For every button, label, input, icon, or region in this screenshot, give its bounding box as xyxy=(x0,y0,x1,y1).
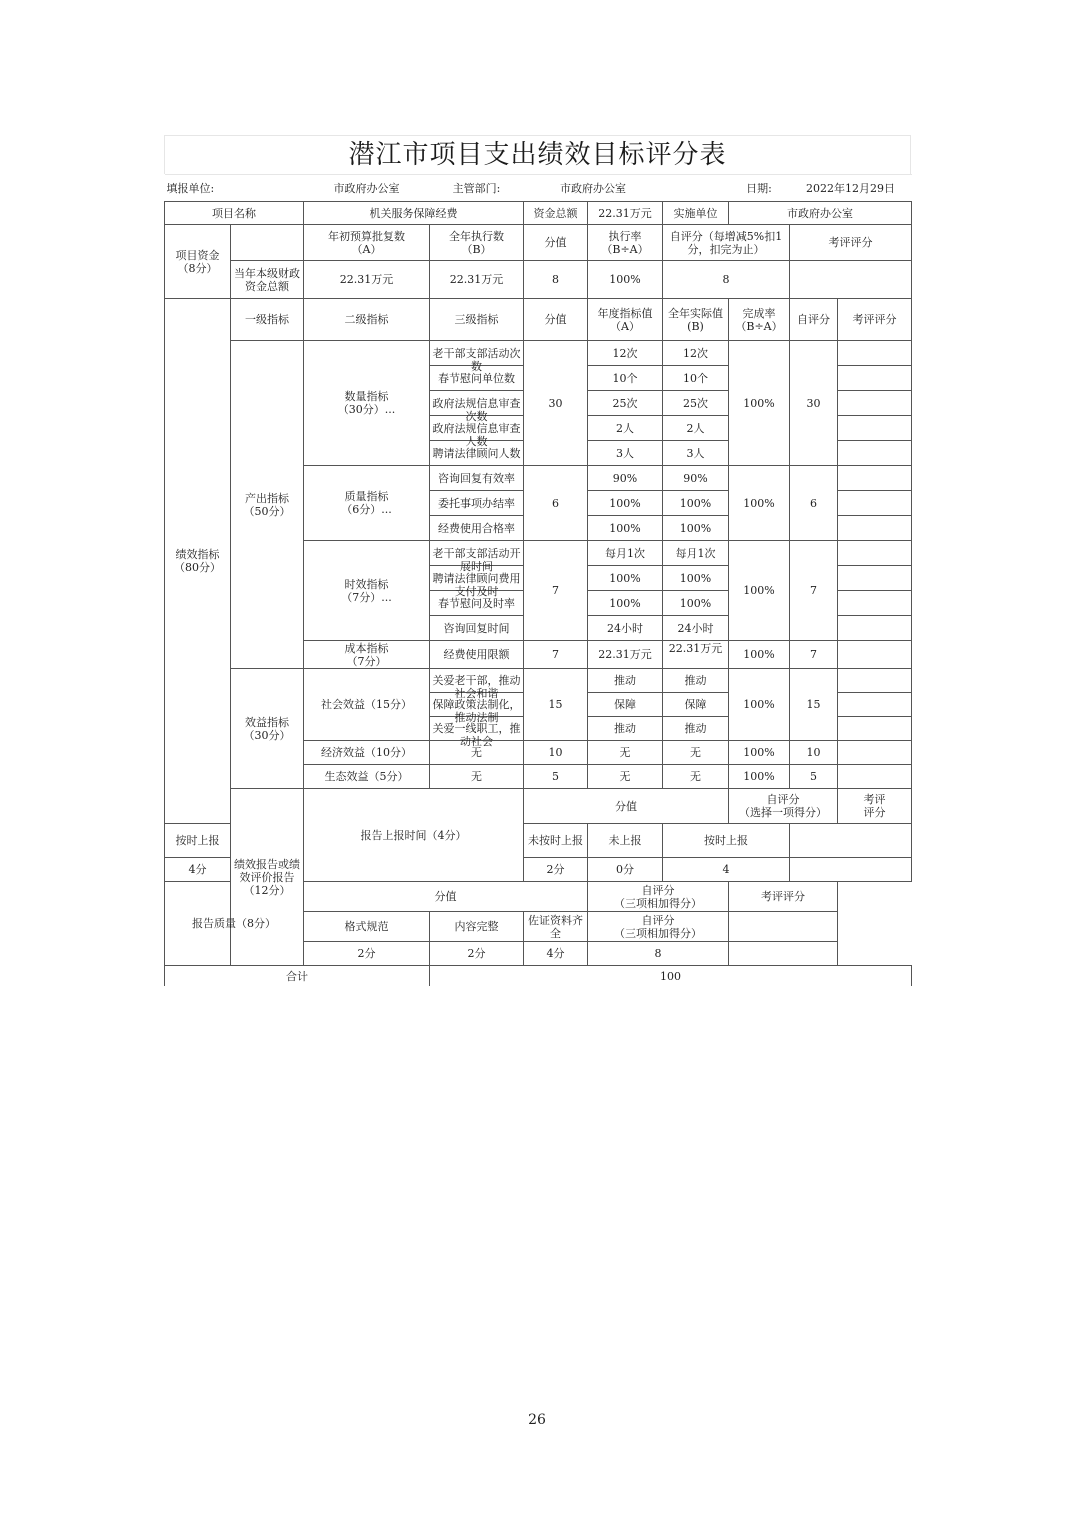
ecological-actual: 无 xyxy=(663,765,729,789)
review-cell xyxy=(838,466,912,491)
l3-text: 经费使用合格率 xyxy=(438,521,515,535)
indicators-header-row xyxy=(165,299,912,341)
timing-review xyxy=(790,824,912,858)
funds-self: 8 xyxy=(663,261,790,299)
timing-opt3: 未上报 xyxy=(588,824,663,858)
l3-text: 老干部支部活动开展时间 xyxy=(432,546,521,573)
cost-target: 22.31万元 xyxy=(588,641,663,669)
col-l2: 二级指标 xyxy=(304,299,430,341)
cost-actual: 22.31万元 xyxy=(668,641,723,655)
actual-cell: 10个 xyxy=(663,366,729,391)
col-ind-self: 自评分 xyxy=(790,299,838,341)
l3-text: 咨询回复时间 xyxy=(443,621,510,635)
total-funds-value: 22.31万元 xyxy=(588,202,663,225)
quality-rate: 100% xyxy=(729,466,790,541)
l3-text: 委托事项办结率 xyxy=(438,496,515,510)
fill-unit-value: 市政府办公室 xyxy=(304,175,430,202)
l3-text: 聘请法律顾问人数 xyxy=(432,446,521,460)
review-cell xyxy=(838,717,912,741)
ecological-rate: 100% xyxy=(729,765,790,789)
review-cell xyxy=(838,641,912,669)
l3-text: 保障政策法制化，推动法制 xyxy=(432,698,521,724)
actual-cell: 保障 xyxy=(663,693,729,717)
report-quality-self-header-cell xyxy=(588,882,729,912)
funds-row-label: 当年本级财政资金总额 xyxy=(231,261,304,299)
quality-self-score: 8 xyxy=(588,942,729,966)
timeliness-rate: 100% xyxy=(729,541,790,641)
quantity-score: 30 xyxy=(524,341,588,466)
timeliness-label: 时效指标 （7分）... xyxy=(304,541,430,641)
economic-actual: 无 xyxy=(663,741,729,765)
timing-opt2: 未按时上报 xyxy=(524,824,588,858)
funds-exec: 22.31万元 xyxy=(430,261,524,299)
quality-opt3-score: 4分 xyxy=(524,942,588,966)
l3-cell xyxy=(430,616,524,641)
col-rate: 执行率 （B÷A） xyxy=(588,225,663,261)
timing-review-score xyxy=(790,858,912,882)
timing-opt2-score: 2分 xyxy=(524,858,588,882)
report-quality-score-header: 分值 xyxy=(304,882,588,912)
l3-cell xyxy=(430,491,524,516)
table-row xyxy=(165,341,912,366)
col-l3: 三级指标 xyxy=(430,299,524,341)
l3-text: 聘请法律顾问费用支付及时 xyxy=(432,571,521,598)
col-review: 考评评分 xyxy=(790,225,912,261)
dept-value: 市政府办公室 xyxy=(524,175,663,202)
actual-cell: 100% xyxy=(663,516,729,541)
fill-unit-label: 填报单位: xyxy=(165,175,304,202)
report-timing-review-header: 考评 评分 xyxy=(838,789,912,824)
timing-opt1: 按时上报 xyxy=(165,824,231,858)
target-cell: 每月1次 xyxy=(588,541,663,566)
timing-self-score: 4 xyxy=(663,858,790,882)
actual-cell: 推动 xyxy=(663,717,729,741)
header-spacer xyxy=(663,175,729,202)
target-cell: 12次 xyxy=(588,341,663,366)
review-cell xyxy=(838,416,912,441)
funds-value-row xyxy=(165,261,912,299)
cost-rate: 100% xyxy=(729,641,790,669)
actual-cell: 25次 xyxy=(663,391,729,416)
cost-self: 7 xyxy=(790,641,838,669)
report-timing-header-row xyxy=(165,789,912,824)
review-cell xyxy=(838,765,912,789)
col-exec: 全年执行数 （B） xyxy=(430,225,524,261)
ecological-label: 生态效益（5分） xyxy=(304,765,430,789)
quality-opt2-score: 2分 xyxy=(430,942,524,966)
economic-rate: 100% xyxy=(729,741,790,765)
indicators-section-label: 绩效指标 （80分） xyxy=(165,299,231,824)
actual-cell: 每月1次 xyxy=(663,541,729,566)
l3-cell xyxy=(430,341,524,373)
timing-self-text: 按时上报 xyxy=(663,824,790,858)
l3-cell xyxy=(430,541,524,573)
target-cell: 10个 xyxy=(588,366,663,391)
col-l1: 一级指标 xyxy=(231,299,304,341)
sheet-title: 潜江市项目支出绩效目标评分表 xyxy=(164,135,911,174)
cost-l3: 经费使用限额 xyxy=(430,641,524,669)
quality-opt1-score: 2分 xyxy=(304,942,430,966)
review-cell xyxy=(838,441,912,466)
social-self: 15 xyxy=(790,669,838,741)
total-row xyxy=(165,966,912,987)
review-cell xyxy=(838,693,912,717)
economic-self: 10 xyxy=(790,741,838,765)
target-cell: 3人 xyxy=(588,441,663,466)
quality-self-header2: 自评分 （三项相加得分） xyxy=(588,912,729,942)
ecological-self: 5 xyxy=(790,765,838,789)
quantity-self: 30 xyxy=(790,341,838,466)
date-value: 2022年12月29日 xyxy=(790,175,912,202)
funds-blank xyxy=(231,225,304,261)
actual-cell: 2人 xyxy=(663,416,729,441)
quality-opt2: 内容完整 xyxy=(430,912,524,942)
report-quality-label: 报告质量（8分） xyxy=(165,882,304,966)
total-funds-label: 资金总额 xyxy=(524,202,588,225)
l3-text: 政府法规信息审查人数 xyxy=(432,421,521,448)
review-cell xyxy=(838,566,912,591)
review-cell xyxy=(838,741,912,765)
review-cell xyxy=(838,341,912,366)
review-cell xyxy=(838,541,912,566)
ecological-l3: 无 xyxy=(430,765,524,789)
l3-text: 政府法规信息审查次数 xyxy=(432,396,521,423)
total-label: 合计 xyxy=(165,966,430,987)
target-cell: 90% xyxy=(588,466,663,491)
col-score: 分值 xyxy=(524,225,588,261)
cost-actual-cell xyxy=(663,641,729,669)
economic-score: 10 xyxy=(524,741,588,765)
l3-cell xyxy=(430,669,524,700)
score-table xyxy=(164,174,912,986)
actual-cell: 100% xyxy=(663,566,729,591)
actual-cell: 90% xyxy=(663,466,729,491)
l3-text: 咨询回复有效率 xyxy=(438,471,515,485)
quality-review-score xyxy=(729,942,838,966)
economic-l3: 无 xyxy=(430,741,524,765)
review-cell xyxy=(838,591,912,616)
target-cell: 24小时 xyxy=(588,616,663,641)
col-ind-rate: 完成率 （B÷A） xyxy=(729,299,790,341)
impl-unit-value: 市政府办公室 xyxy=(729,202,912,225)
review-cell xyxy=(838,516,912,541)
quality-review xyxy=(729,912,838,942)
col-actual: 全年实际值(B) xyxy=(663,299,729,341)
review-cell xyxy=(838,616,912,641)
header-row xyxy=(165,175,912,202)
cost-score: 7 xyxy=(524,641,588,669)
report-quality-self-header: 自评分 （三项相加得分） xyxy=(614,883,702,910)
quality-opt3: 佐证资料齐全 xyxy=(524,912,588,942)
actual-cell: 100% xyxy=(663,591,729,616)
timeliness-self: 7 xyxy=(790,541,838,641)
cost-label: 成本指标 （7分） xyxy=(344,641,389,668)
target-cell: 25次 xyxy=(588,391,663,416)
l3-cell xyxy=(430,516,524,541)
funds-budget: 22.31万元 xyxy=(304,261,430,299)
review-cell xyxy=(838,391,912,416)
quality-self: 6 xyxy=(790,466,838,541)
report-quality-review-header: 考评评分 xyxy=(729,882,838,912)
target-cell: 推动 xyxy=(588,669,663,693)
l3-text: 老干部支部活动次数 xyxy=(432,346,521,373)
target-cell: 100% xyxy=(588,491,663,516)
ecological-score: 5 xyxy=(524,765,588,789)
ecological-target: 无 xyxy=(588,765,663,789)
target-cell: 2人 xyxy=(588,416,663,441)
social-score: 15 xyxy=(524,669,588,741)
report-timing-score-header: 分值 xyxy=(524,789,729,824)
quantity-label: 数量指标 （30分）... xyxy=(304,341,430,466)
col-target: 年度指标值 （A） xyxy=(588,299,663,341)
dept-label: 主管部门: xyxy=(430,175,524,202)
l3-text: 春节慰问及时率 xyxy=(438,596,515,610)
project-name-value: 机关服务保障经费 xyxy=(304,202,524,225)
social-rate: 100% xyxy=(729,669,790,741)
date-label: 日期: xyxy=(729,175,790,202)
cost-label-cell xyxy=(304,641,430,669)
actual-cell: 3人 xyxy=(663,441,729,466)
target-cell: 100% xyxy=(588,591,663,616)
quantity-rate: 100% xyxy=(729,341,790,466)
benefit-label: 效益指标 （30分） xyxy=(231,669,304,789)
funds-score: 8 xyxy=(524,261,588,299)
timeliness-score: 7 xyxy=(524,541,588,641)
funds-review xyxy=(790,261,912,299)
quality-label: 质量指标 （6分）... xyxy=(304,466,430,541)
impl-unit-label: 实施单位 xyxy=(663,202,729,225)
col-budget: 年初预算批复数 （A） xyxy=(304,225,430,261)
col-self: 自评分（每增减5%扣1分，扣完为止） xyxy=(663,225,790,261)
target-cell: 保障 xyxy=(588,693,663,717)
output-label: 产出指标 （50分） xyxy=(231,341,304,669)
total-value: 100 xyxy=(430,966,912,987)
quality-score: 6 xyxy=(524,466,588,541)
actual-cell: 24小时 xyxy=(663,616,729,641)
target-cell: 推动 xyxy=(588,717,663,741)
l3-text: 关爱一线职工，推动社会 xyxy=(432,722,521,748)
target-cell: 100% xyxy=(588,516,663,541)
l3-cell xyxy=(430,391,524,423)
funds-header-row xyxy=(165,225,912,261)
social-label: 社会效益（15分） xyxy=(304,669,430,741)
report-timing-label: 报告上报时间（4分） xyxy=(304,789,524,882)
l3-cell xyxy=(430,466,524,491)
page-number: 26 xyxy=(528,1412,546,1428)
col-ind-review: 考评评分 xyxy=(838,299,912,341)
table-row xyxy=(165,669,912,693)
score-sheet xyxy=(164,135,911,986)
report-timing-self-header: 自评分 （选择一项得分） xyxy=(729,789,838,824)
l3-text: 关爱老干部，推动社会和谐 xyxy=(432,674,521,700)
review-cell xyxy=(838,669,912,693)
actual-cell: 推动 xyxy=(663,669,729,693)
target-cell: 100% xyxy=(588,566,663,591)
funds-rate: 100% xyxy=(588,261,663,299)
quality-opt1: 格式规范 xyxy=(304,912,430,942)
review-cell xyxy=(838,491,912,516)
timing-opt1-score: 4分 xyxy=(165,858,231,882)
l3-text: 春节慰问单位数 xyxy=(438,371,515,385)
col-ind-score: 分值 xyxy=(524,299,588,341)
report-section-label: 绩效报告或绩效评价报告 （12分） xyxy=(231,789,304,966)
actual-cell: 12次 xyxy=(663,341,729,366)
review-cell xyxy=(838,366,912,391)
funds-section-label: 项目资金 （8分） xyxy=(165,225,231,299)
timing-opt3-score: 0分 xyxy=(588,858,663,882)
project-row xyxy=(165,202,912,225)
economic-label: 经济效益（10分） xyxy=(304,741,430,765)
project-name-label: 项目名称 xyxy=(165,202,304,225)
economic-target: 无 xyxy=(588,741,663,765)
actual-cell: 100% xyxy=(663,491,729,516)
